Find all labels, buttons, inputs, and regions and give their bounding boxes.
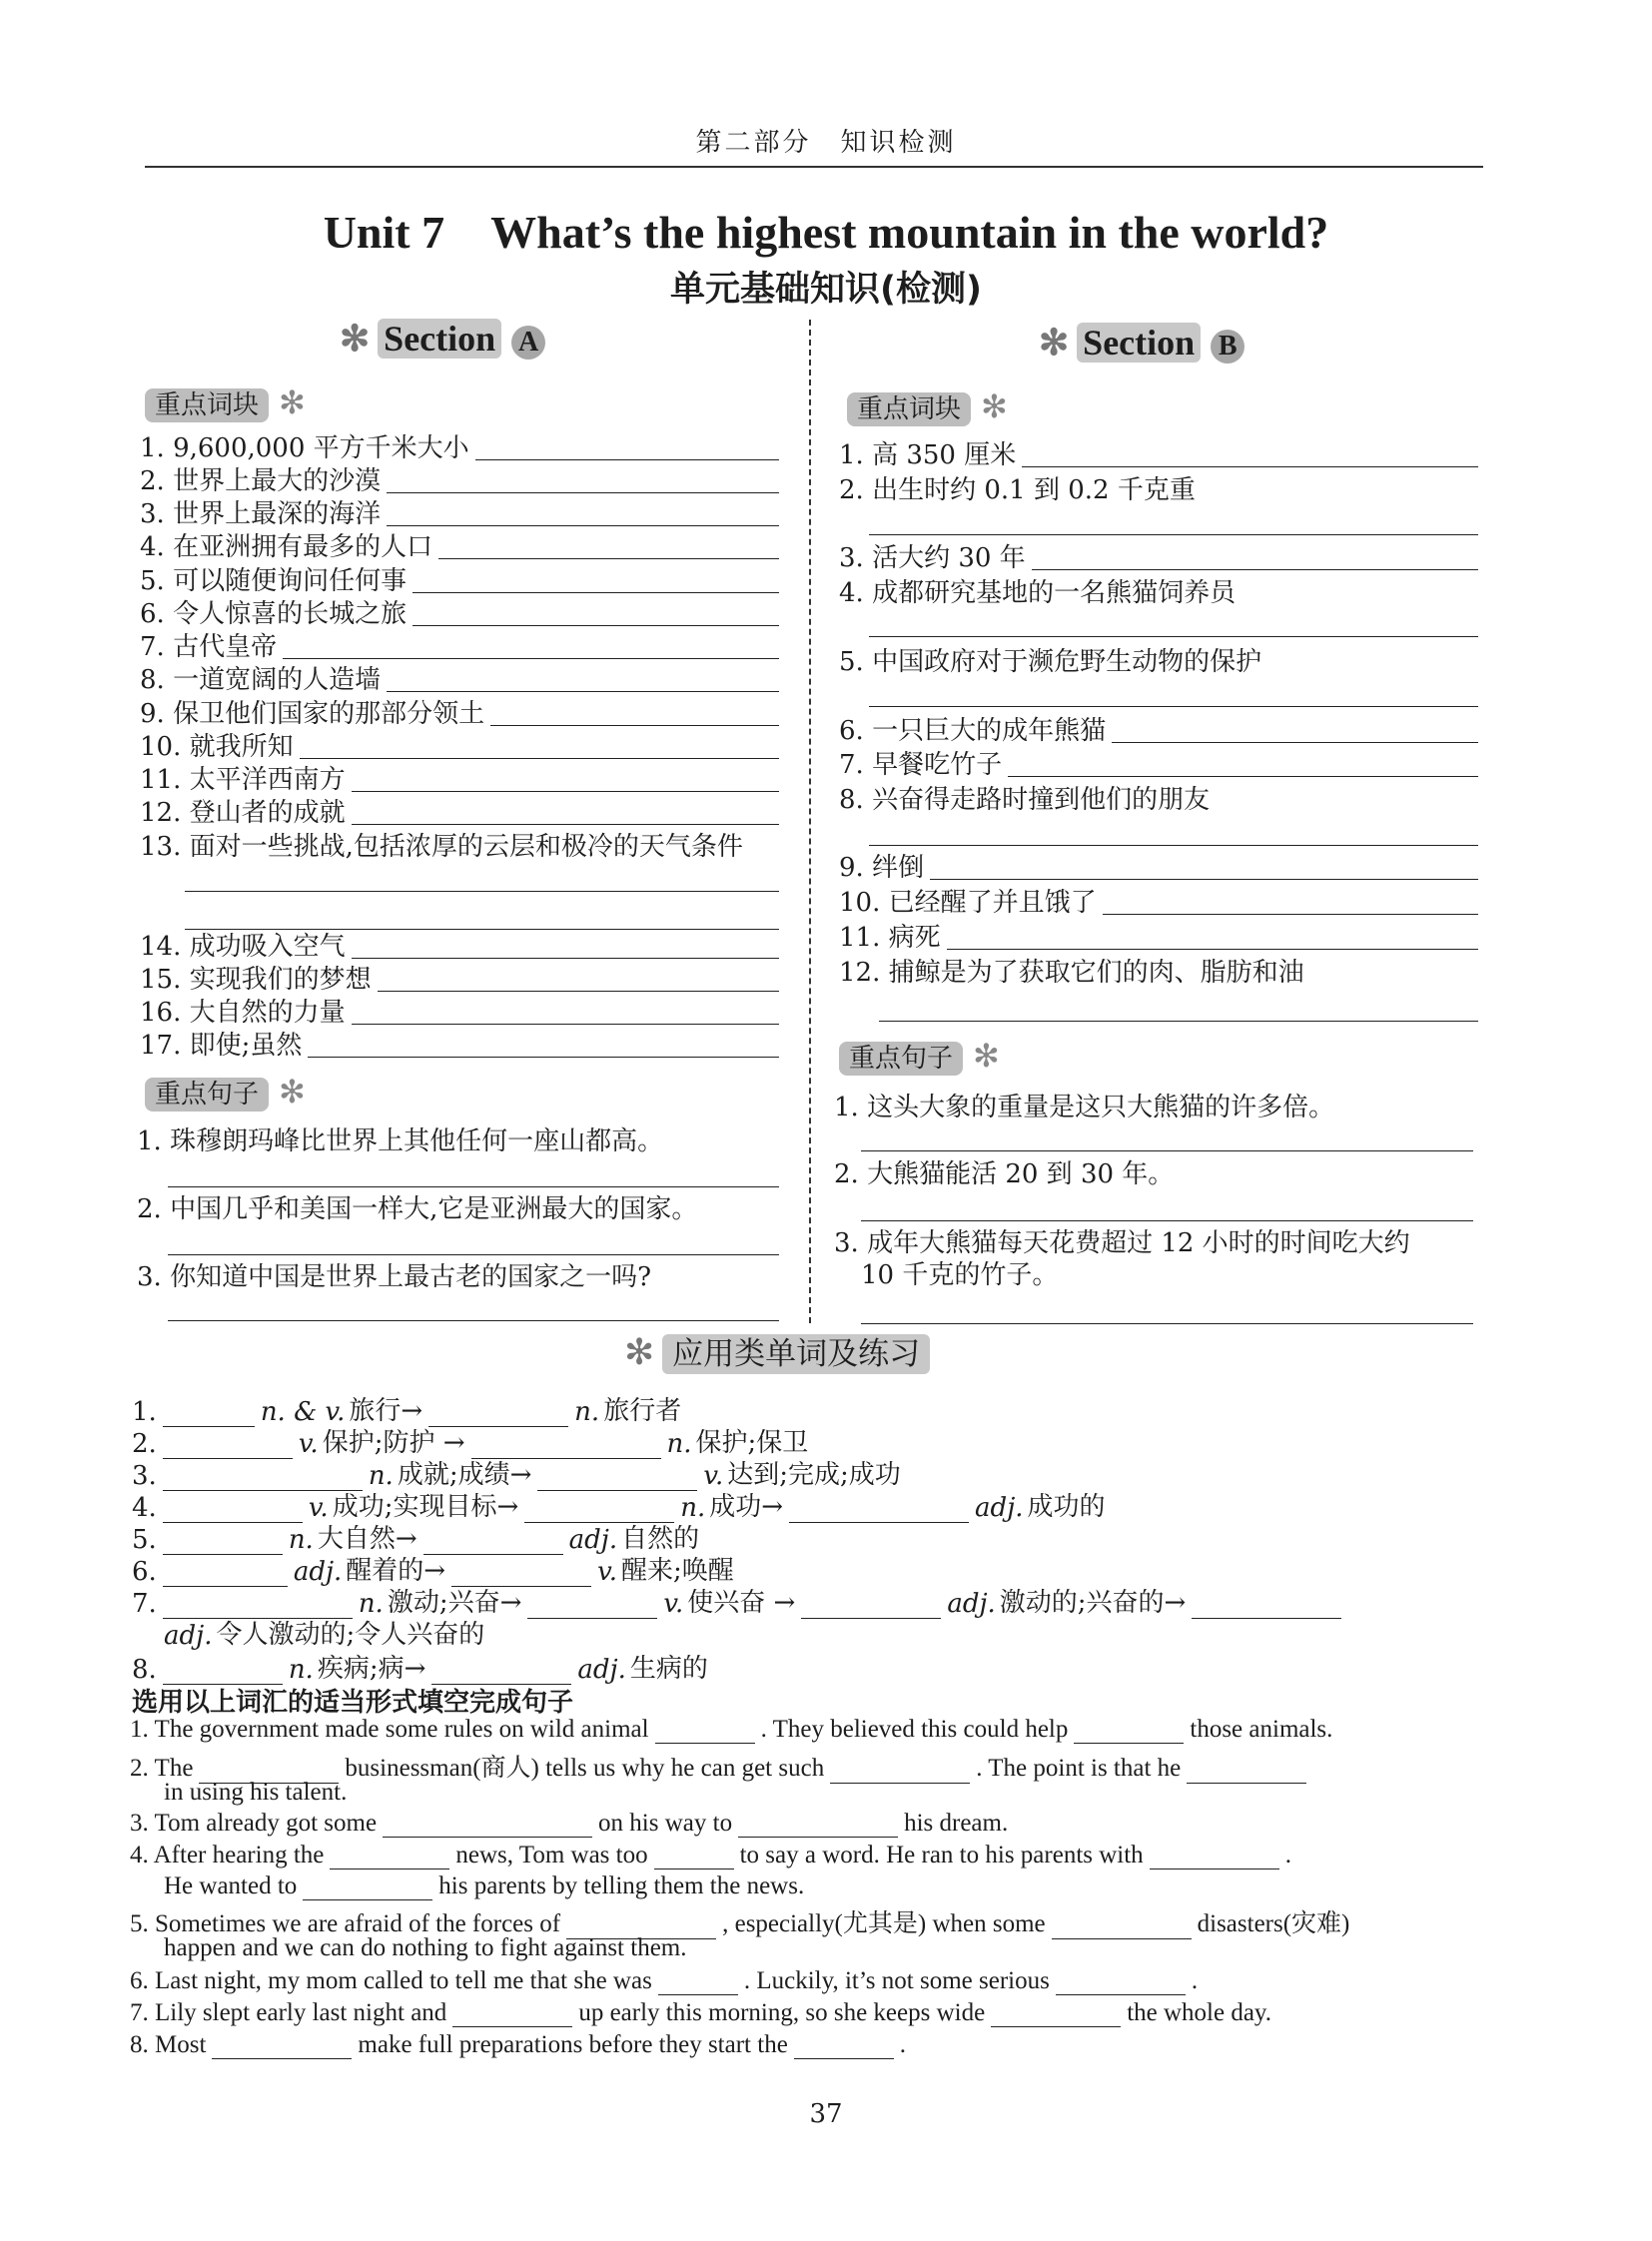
page-number: 37 [809, 2099, 843, 2129]
answer-line[interactable] [1032, 568, 1478, 570]
list-item: 17. 即使;虽然 [140, 1025, 779, 1062]
answer-blank[interactable] [1192, 1592, 1341, 1619]
list-item: 14. 成功吸入空气 [140, 926, 779, 963]
answer-line[interactable] [869, 845, 1478, 846]
flower-icon: ✻ [1039, 323, 1070, 363]
list-item: 16. 大自然的力量 [140, 992, 779, 1029]
answer-blank[interactable] [163, 1658, 283, 1685]
word-item: 1. n. & v. 旅行→ n. 旅行者 [132, 1396, 682, 1427]
answer-blank[interactable] [738, 1813, 898, 1838]
answer-line[interactable] [861, 1220, 1473, 1221]
tag-label: 重点句子 [839, 1042, 963, 1076]
exercise-item: 8. Most make full preparations before they start the . [130, 2031, 907, 2058]
sentence-prompt: 1. 珠穆朗玛峰比世界上其他任何一座山都高。 [137, 1126, 664, 1156]
answer-blank[interactable] [1056, 1970, 1186, 1995]
sentence-prompt: 3. 你知道中国是世界上最古老的国家之一吗? [137, 1262, 652, 1292]
word-item: 3. n. 成就;成绩→ v. 达到;完成;成功 [132, 1460, 901, 1491]
answer-blank[interactable] [431, 1658, 571, 1685]
unit-subtitle: 单元基础知识(检测) [670, 270, 982, 310]
list-item: 5. 可以随便询问任何事 [140, 560, 779, 597]
exercise-item: 1. The government made some rules on wild animal . They believed this could help those animals. [130, 1716, 1333, 1743]
answer-blank[interactable] [303, 1875, 432, 1900]
section-a-vocab-tag [145, 383, 306, 421]
list-item: 12. 捕鲸是为了获取它们的肉、脂肪和油 [839, 958, 1304, 988]
section-b-vocab-tag [847, 387, 1008, 425]
answer-blank[interactable] [1187, 1759, 1306, 1784]
answer-line[interactable] [1112, 741, 1478, 743]
answer-blank[interactable] [794, 2034, 894, 2059]
word-item: 2. v. 保护;防护 → n. 保护;保卫 [132, 1428, 809, 1459]
list-item: 3. 活大约 30 年 [839, 537, 1478, 574]
answer-line[interactable] [861, 1323, 1473, 1324]
word-item: 8. n. 疾病;病→ adj. 生病的 [132, 1654, 708, 1685]
answer-blank[interactable] [991, 2002, 1121, 2027]
list-item: 9. 保卫他们国家的那部分领土 [140, 693, 779, 730]
answer-line[interactable] [185, 891, 779, 892]
sentence-prompt: 1. 这头大象的重量是这只大熊猫的许多倍。 [834, 1093, 1335, 1122]
answer-line[interactable] [168, 1186, 779, 1187]
answer-line[interactable] [352, 823, 779, 825]
word-item-continued: adj. 令人激动的;令人兴奋的 [164, 1620, 485, 1651]
section-a-label: Section [378, 319, 501, 359]
flower-icon: ✻ [340, 319, 371, 359]
list-item: 2. 出生时约 0.1 到 0.2 千克重 [839, 475, 1196, 505]
answer-line[interactable] [1103, 913, 1478, 915]
answer-line[interactable] [308, 1056, 779, 1058]
exercise-item: 2. The businessman(商人) tells us why he can get such . The point is that he [130, 1748, 1312, 1784]
exercise-item-continued: in using his talent. [164, 1779, 348, 1806]
word-item: 4. v. 成功;实现目标→ n. 成功→ adj. 成功的 [132, 1492, 1106, 1523]
sentence-prompt: 3. 成年大熊猫每天花费超过 12 小时的时间吃大约 [834, 1228, 1410, 1258]
list-item: 3. 世界上最深的海洋 [140, 493, 779, 530]
exercise-item-continued: happen and we can do nothing to fight against them. [164, 1934, 687, 1961]
list-item: 7. 古代皇帝 [140, 626, 779, 663]
answer-blank[interactable] [830, 1759, 970, 1784]
exercise-item: 3. Tom already got some on his way to his dream. [130, 1810, 1009, 1837]
word-item: 7. n. 激动;兴奋→ v. 使兴奋 → adj. 激动的;兴奋的→ [132, 1582, 1347, 1619]
tag-label: 重点词块 [847, 392, 971, 426]
answer-line[interactable] [168, 1320, 779, 1321]
section-a-sentence-tag [145, 1073, 306, 1111]
answer-blank[interactable] [658, 1970, 738, 1995]
sentence-prompt-continued: 10 千克的竹子。 [861, 1260, 1059, 1290]
answer-blank[interactable] [452, 2002, 572, 2027]
list-item: 6. 令人惊喜的长城之旅 [140, 593, 779, 630]
flower-icon: ✻ [279, 383, 306, 421]
answer-line[interactable] [1022, 465, 1478, 467]
apply-heading [624, 1328, 930, 1373]
column-divider [809, 320, 811, 1323]
answer-line[interactable] [879, 1021, 1478, 1022]
flower-icon: ✻ [973, 1037, 1000, 1075]
list-item: 4. 成都研究基地的一名熊猫饲养员 [839, 578, 1237, 608]
answer-line[interactable] [869, 706, 1478, 707]
list-item: 5. 中国政府对于濒危野生动物的保护 [839, 647, 1262, 677]
word-item: 6. adj. 醒着的→ v. 醒来;唤醒 [132, 1556, 734, 1587]
exercise-item: 4. After hearing the news, Tom was too to say a word. He ran to his parents with . [130, 1842, 1291, 1868]
answer-blank[interactable] [1150, 1845, 1279, 1869]
list-item: 9. 绊倒 [839, 847, 1478, 884]
header-rule [145, 166, 1483, 168]
section-b-label: Section [1077, 323, 1201, 363]
list-item: 10. 已经醒了并且饿了 [839, 882, 1478, 919]
answer-line[interactable] [869, 534, 1478, 535]
exercise-title: 选用以上词汇的适当形式填空完成句子 [132, 1688, 574, 1718]
exercise-item: 7. Lily slept early last night and up early this morning, so she keeps wide the whole day. [130, 1999, 1272, 2026]
list-item: 6. 一只巨大的成年熊猫 [839, 710, 1478, 747]
answer-line[interactable] [168, 1254, 779, 1255]
exercise-item: 6. Last night, my mom called to tell me that she was . Luckily, it’s not some serious . [130, 1967, 1199, 1994]
answer-line[interactable] [930, 878, 1478, 880]
answer-blank[interactable] [1074, 1719, 1184, 1744]
list-item: 11. 病死 [839, 917, 1478, 954]
section-b-letter: B [1211, 330, 1244, 364]
answer-blank[interactable] [383, 1813, 592, 1838]
sentence-prompt: 2. 中国几乎和美国一样大,它是亚洲最大的国家。 [137, 1194, 698, 1224]
answer-blank[interactable] [527, 1592, 657, 1619]
list-item: 4. 在亚洲拥有最多的人口 [140, 526, 779, 563]
list-item: 8. 一道宽阔的人造墙 [140, 659, 779, 696]
answer-line[interactable] [387, 690, 779, 692]
word-item: 5. n. 大自然→ adj. 自然的 [132, 1524, 700, 1555]
list-item: 7. 早餐吃竹子 [839, 744, 1478, 781]
answer-blank[interactable] [789, 1496, 969, 1523]
section-b-sentence-tag [839, 1037, 1000, 1075]
list-item: 13. 面对一些挑战,包括浓厚的云层和极冷的天气条件 [140, 832, 743, 862]
answer-line[interactable] [438, 557, 779, 559]
flower-icon: ✻ [981, 387, 1008, 425]
list-item: 1. 9,600,000 平方千米大小 [140, 427, 779, 464]
exercise-item: 5. Sometimes we are afraid of the forces of , especially(尤其是) when some disasters(灾难) [130, 1910, 1350, 1937]
list-item: 1. 高 350 厘米 [839, 434, 1478, 471]
answer-line[interactable] [947, 948, 1478, 950]
flower-icon: ✻ [624, 1332, 655, 1373]
running-header: 第二部分 知识检测 [695, 128, 957, 158]
list-item: 2. 世界上最大的沙漠 [140, 460, 779, 497]
answer-blank[interactable] [330, 1845, 449, 1869]
list-item: 15. 实现我们的梦想 [140, 959, 779, 996]
section-b-heading [1039, 322, 1244, 364]
answer-blank[interactable] [212, 2034, 352, 2059]
sentence-prompt: 2. 大熊猫能活 20 到 30 年。 [834, 1159, 1175, 1189]
answer-blank[interactable] [655, 1719, 755, 1744]
answer-line[interactable] [869, 636, 1478, 637]
list-item: 8. 兴奋得走路时撞到他们的朋友 [839, 785, 1211, 815]
answer-line[interactable] [1008, 775, 1478, 777]
list-item: 10. 就我所知 [140, 726, 779, 763]
list-item: 11. 太平洋西南方 [140, 759, 779, 796]
tag-label: 重点词块 [145, 388, 269, 422]
list-item: 12. 登山者的成就 [140, 792, 779, 829]
apply-title: 应用类单词及练习 [662, 1334, 930, 1374]
flower-icon: ✻ [279, 1073, 306, 1111]
answer-line[interactable] [861, 1150, 1473, 1151]
answer-blank[interactable] [801, 1592, 941, 1619]
answer-blank[interactable] [1052, 1914, 1192, 1939]
section-a-heading [340, 318, 545, 360]
section-a-letter: A [511, 326, 545, 360]
exercise-item-continued: He wanted to his parents by telling them the news. [164, 1872, 805, 1899]
unit-title: Unit 7 What’s the highest mountain in the world? [323, 207, 1329, 258]
tag-label: 重点句子 [145, 1078, 269, 1112]
answer-blank[interactable] [654, 1845, 734, 1869]
